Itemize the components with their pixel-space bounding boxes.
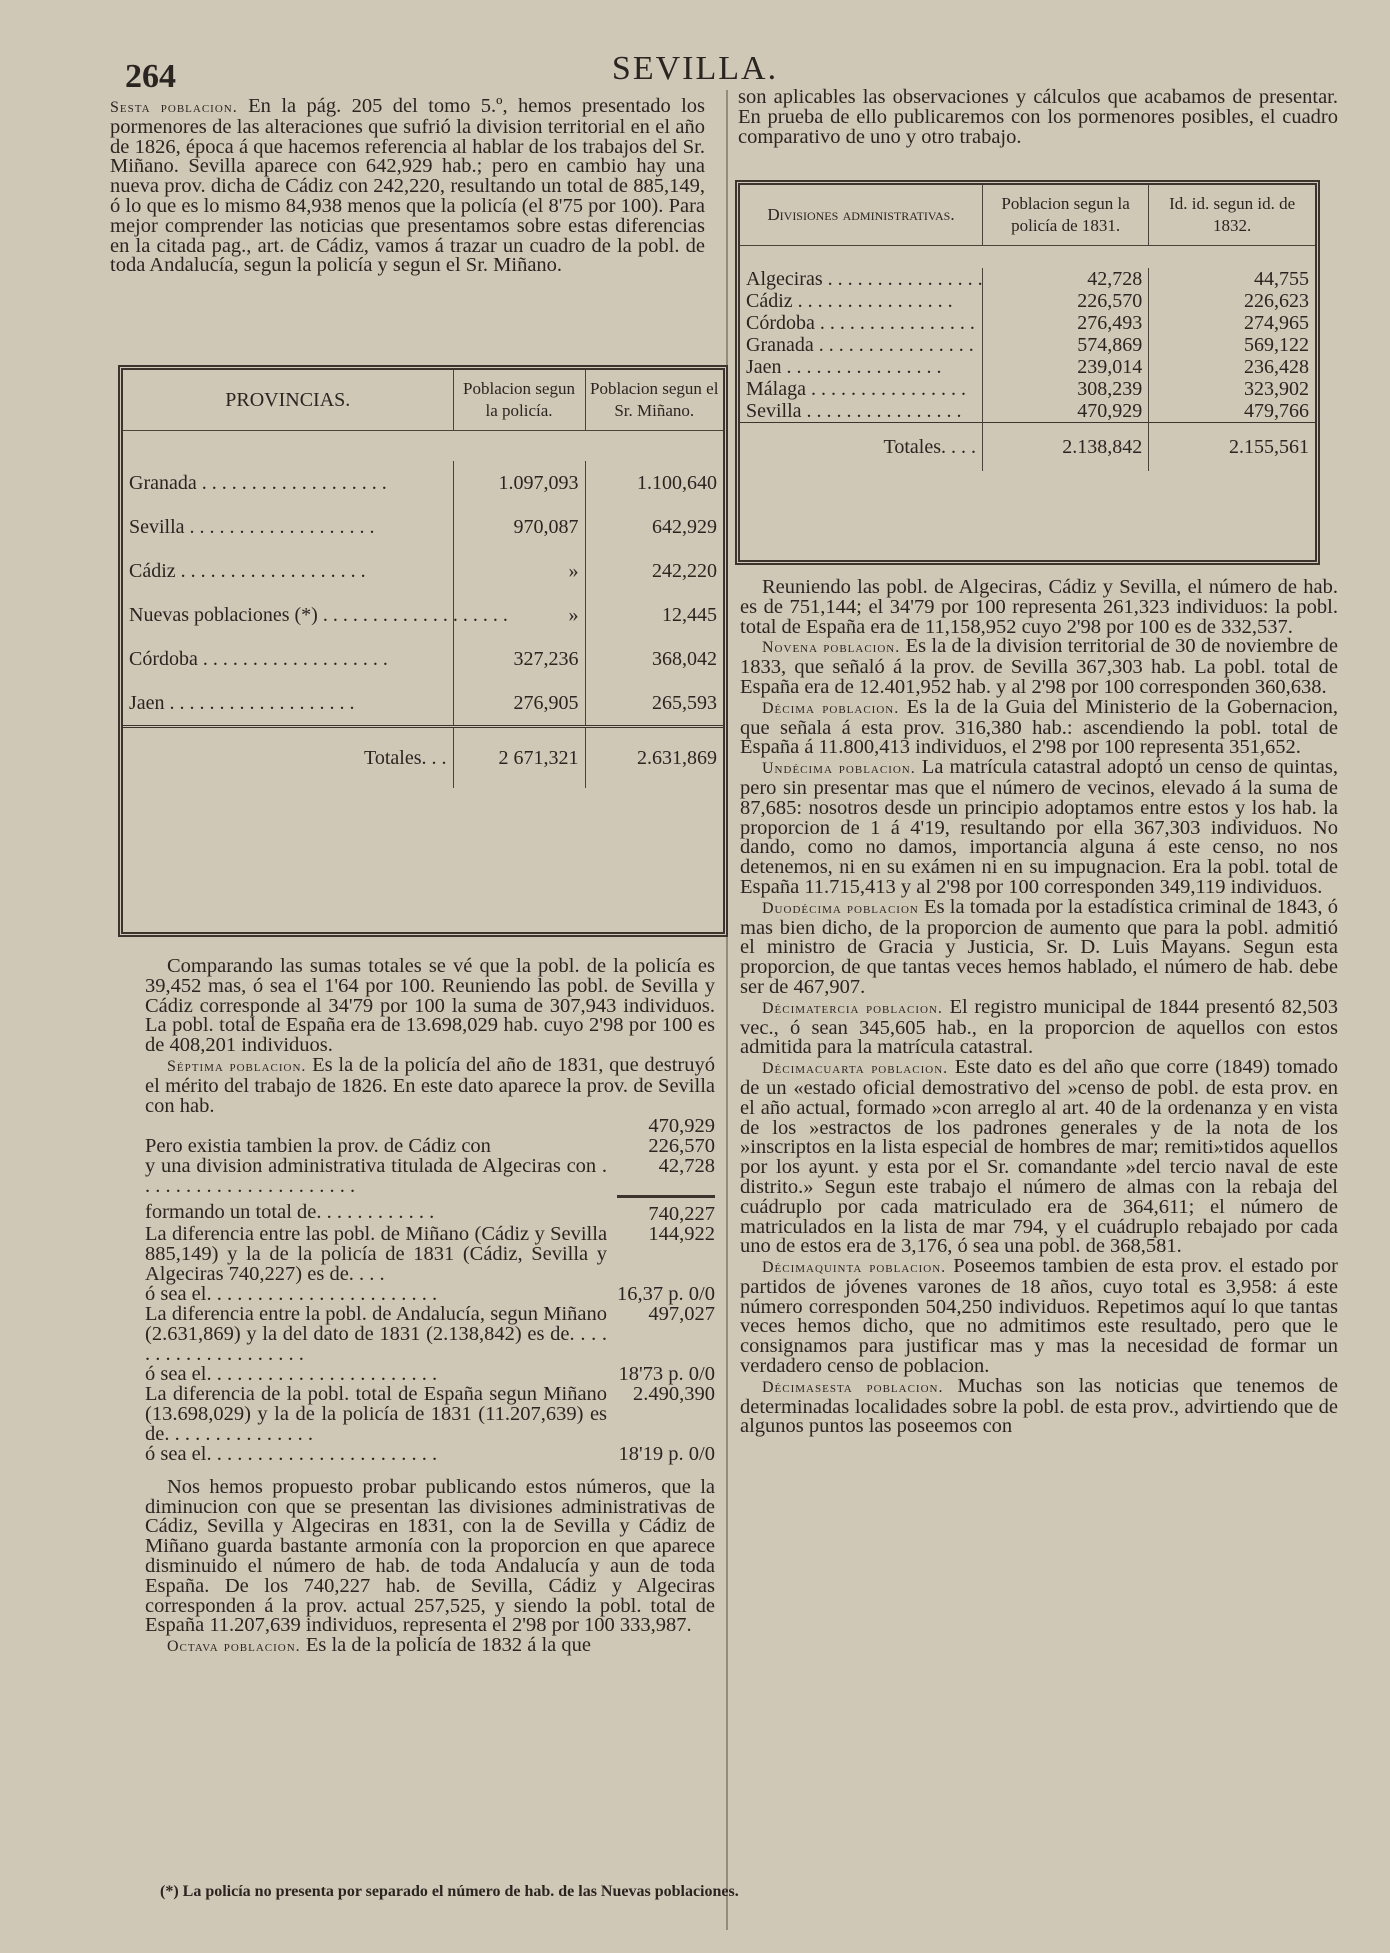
table-row [740, 334, 1315, 356]
ledger-row [145, 1284, 715, 1304]
paragraph-decimasesta [740, 1374, 1338, 1438]
paragraph-sesta [110, 97, 705, 276]
ledger-row [145, 1444, 715, 1464]
totals-label: Totales. . . . [883, 436, 976, 458]
section-lead: Décimacuarta poblacion. [762, 1060, 949, 1078]
paragraph-septima [145, 1053, 715, 1117]
value-policia: 327,236 [453, 637, 585, 681]
section-lead: Duodécima poblacion [762, 899, 919, 917]
ledger-row [145, 1224, 715, 1284]
value-1832: 479,766 [1149, 400, 1315, 423]
section-lead: Sesta poblacion. [110, 99, 238, 116]
difference-ledger [145, 1116, 715, 1464]
right-column-lower [740, 578, 1338, 1437]
ledger-row [145, 1364, 715, 1384]
ledger-row [145, 1156, 715, 1196]
ledger-text [145, 1116, 617, 1136]
col-header-1832: Id. id. segun id. de 1832. [1149, 185, 1315, 246]
section-lead: Décimaquinta poblacion. [762, 1259, 947, 1277]
section-lead: Décima poblacion. [762, 699, 900, 717]
paragraph-decimacuarta [740, 1058, 1338, 1257]
table-row [740, 400, 1315, 423]
table-row [740, 356, 1315, 378]
province-name: Cádiz . . . . . . . . . . . . . . . . . . . [129, 559, 366, 582]
col-header-divisiones: Divisiones administrativas. [767, 205, 955, 224]
paragraph-text: Muchas son las noticias que tenemos de determinadas localidades sobre la pobl. de esta prov., advirtiendo que de algunos puntos las poseemos con [740, 1374, 1338, 1438]
right-column-top [738, 88, 1338, 147]
province-name: Sevilla . . . . . . . . . . . . . . . . . . . [129, 515, 375, 538]
left-column [110, 97, 705, 276]
ledger-value: 18'73 p. 0/0 [618, 1362, 715, 1385]
total-1831: 2.138,842 [983, 423, 1149, 472]
value-minano: 265,593 [585, 681, 723, 727]
value-minano: 12,445 [585, 593, 723, 637]
paragraph-octava [145, 1636, 715, 1657]
andalucia-table [118, 365, 728, 937]
totals-label: Totales. . . [364, 746, 447, 769]
page-number: 264 [125, 58, 176, 95]
value-1832: 236,428 [1149, 356, 1315, 378]
ledger-value: 226,570 [648, 1135, 715, 1158]
col-header-policia: Poblacion segun la policía. [453, 370, 585, 431]
value-1832: 44,755 [1149, 268, 1315, 290]
paragraph-text: El registro municipal de 1844 presentó 82,503 vec., ó sean 345,605 hab., en la proporcion de aquellos con estos admitida para la matrícula catastral. [740, 995, 1339, 1059]
ledger-text: La diferencia entre las pobl. de Miñano (Cádiz y Sevilla 885,149) y la de la policía de 1831 (Cádiz, Sevilla y Algeciras 740,227) es de. . . . [145, 1222, 608, 1285]
table-row [740, 378, 1315, 400]
paragraph-text: Es la tomada por la estadística criminal de 1843, ó mas bien dicho, de la proporcion de aumento que para la pobl. admitió el ministro de Gracia y Justicia, Sr. D. Luis Mayans. Segun esta proporcion, de que tantas veces hemos hablado, el número de hab. debe ser de 467,907. [740, 895, 1339, 998]
province-name: Nuevas poblaciones (*) . . . . . . . . . . . . . . . . . . . [129, 603, 508, 626]
value-1831: 226,570 [983, 290, 1149, 312]
table-row [123, 593, 723, 637]
value-policia: » [453, 549, 585, 593]
ledger-text: La diferencia de la pobl. total de España segun Miñano (13.698,029) y la de la policía de 1831 (11.207,639) es de. . . . . . . . . . . . . . . [145, 1382, 608, 1445]
value-minano: 1.100,640 [585, 461, 723, 505]
paragraph-duodecima [740, 895, 1339, 998]
value-1832: 274,965 [1149, 312, 1315, 334]
province-name: Jaen . . . . . . . . . . . . . . . . . . . [129, 691, 355, 714]
paragraph-text: Este dato es del año que corre (1849) tomado de un «estado oficial demostrativo del »censo de pobl. de esta prov. en el año actual, formado »con arreglo al art. 40 de la ordenanza y en vista de los »estractos de los padrones generales y de la nota de los »inscriptos en la lista especial de hombres de mar; remiti»tidos aquellos por los ayunt. y esta por el Sr. comandante »del tercio naval de este distrito.» Segun este trabajo el número de almas con la rebaja del cuádruplo por cada matriculado era de 364,611; el número de matriculados en la lista de mar 794, y el cuádruplo rebajado por cada uno de estos era de 3,176, ó sea una pobl. de 368,581. [740, 1056, 1338, 1258]
col-header-provincias: PROVINCIAS. [225, 389, 351, 411]
ledger-value: 16,37 p. 0/0 [617, 1282, 715, 1305]
section-lead: Undécima poblacion. [762, 760, 916, 778]
value-minano: 642,929 [585, 505, 723, 549]
footnote: (*) La policía no presenta por separado el número de hab. de las Nuevas poblaciones. [160, 1883, 739, 1900]
value-1831: 42,728 [983, 268, 1149, 290]
paragraph-text: Es la de la policía de 1832 á la que [305, 1634, 592, 1657]
totals-row [740, 423, 1315, 472]
ledger-row [145, 1136, 715, 1156]
division-name: Cádiz . . . . . . . . . . . . . . . . [746, 290, 953, 312]
paragraph-text: Es la de la policía del año de 1831, que destruyó el mérito del trabajo de 1826. En este dato aparece la prov. de Sevilla con hab. [145, 1053, 715, 1117]
ledger-text: ó sea el. . . . . . . . . . . . . . . . . . . . . . . [145, 1282, 438, 1305]
total-minano: 2.631,869 [585, 727, 723, 789]
division-name: Málaga . . . . . . . . . . . . . . . . [746, 378, 966, 400]
table-row [123, 681, 723, 727]
ledger-text: La diferencia entre la pobl. de Andalucía, segun Miñano (2.631,869) y la del dato de 1831 (2.138,842) es de. . . . . . . . . . . . . . . . . . . . [145, 1302, 608, 1365]
ledger-value: 470,929 [648, 1115, 715, 1138]
division-name: Córdoba . . . . . . . . . . . . . . . . [746, 312, 975, 334]
division-name: Granada . . . . . . . . . . . . . . . . [746, 334, 974, 356]
ledger-text: Pero existia tambien la prov. de Cádiz con [145, 1135, 491, 1158]
value-policia: 276,905 [453, 681, 585, 727]
page-title: SEVILLA. [611, 50, 779, 87]
ledger-value: 2.490,390 [633, 1382, 715, 1405]
value-1831: 470,929 [983, 400, 1149, 423]
ledger-row [145, 1116, 715, 1136]
section-lead: Octava poblacion. [167, 1638, 301, 1656]
division-name: Jaen . . . . . . . . . . . . . . . . [746, 356, 942, 378]
left-column-lower [145, 957, 715, 1657]
paragraph-decimatercia [740, 995, 1339, 1059]
ledger-value: 18'19 p. 0/0 [618, 1442, 715, 1465]
province-name: Córdoba . . . . . . . . . . . . . . . . . . . [129, 647, 388, 670]
col-header-1831: Poblacion segun la policía de 1831. [983, 185, 1149, 246]
paragraph-text: Es la de la division territorial de 30 de noviembre de 1833, que señaló á la prov. de Sevilla 367,303 hab. La pobl. total de España era de 12.401,952 hab. y al 2'98 por 100 corresponden 360,638. [740, 635, 1339, 698]
value-1832: 569,122 [1149, 334, 1315, 356]
value-1831: 574,869 [983, 334, 1149, 356]
paragraph-reuniendo: Reuniendo las pobl. de Algeciras, Cádiz y Sevilla, el número de hab. es de 751,144; el 34'79 por 100 representa 261,323 individuos: la pobl. total de España era de 11,158,952 cuyo 2'98 por 100 es de 332,537. [740, 576, 1338, 638]
table-row [740, 268, 1315, 290]
col-header-minano: Poblacion segun el Sr. Miñano. [585, 370, 723, 431]
value-minano: 242,220 [585, 549, 723, 593]
ledger-text: y una division administrativa titulada de Algeciras con . . . . . . . . . . . . . . . . . . . . . . [145, 1155, 608, 1198]
ledger-value: 497,027 [648, 1302, 715, 1325]
paragraph-novena [740, 637, 1338, 697]
ledger-value: 42,728 [658, 1155, 715, 1178]
paragraph-decimaquinta [740, 1257, 1338, 1377]
ledger-row [145, 1384, 715, 1444]
division-name: Algeciras . . . . . . . . . . . . . . . . [746, 268, 983, 290]
value-minano: 368,042 [585, 637, 723, 681]
province-name: Granada . . . . . . . . . . . . . . . . . . . [129, 471, 387, 494]
paragraph-text: Poseemos tambien de esta prov. el estado por partidos de jóvenes varones de 18 años, cuyo total es 3,958: á este número corresponden 504,250 individuos. Repetimos aquí lo que tantas veces hemos dicho, que no admitimos este resultado, pero que le consignamos para justificar mas y mas la necesidad de formar un verdadero censo de poblacion. [740, 1255, 1338, 1378]
ledger-value: 144,922 [648, 1222, 715, 1245]
paragraph-text: Es la de la Guia del Ministerio de la Gobernacion, que señala á esta prov. 316,380 hab.: ascendiendo la pobl. total de España á 11.800,413 individuos, el 2'98 por 100 representa 351,652. [740, 695, 1338, 759]
total-1832: 2.155,561 [1149, 423, 1315, 472]
divisiones-table [735, 180, 1320, 565]
table-row [740, 290, 1315, 312]
value-policia: 1.097,093 [453, 461, 585, 505]
division-name: Sevilla . . . . . . . . . . . . . . . . [746, 400, 962, 422]
ledger-text: formando un total de. . . . . . . . . . . . [145, 1201, 435, 1224]
section-lead: Décimatercia poblacion. [762, 999, 943, 1017]
table-row [740, 312, 1315, 334]
table-row [123, 505, 723, 549]
ledger-value: 740,227 [617, 1196, 715, 1224]
table-row [123, 461, 723, 505]
ledger-row [145, 1304, 715, 1364]
table-row [123, 637, 723, 681]
ledger-row [145, 1196, 715, 1224]
value-1831: 239,014 [983, 356, 1149, 378]
paragraph-undecima [740, 758, 1338, 898]
value-policia: 970,087 [453, 505, 585, 549]
section-lead: Décimasesta poblacion. [762, 1378, 944, 1396]
paragraph-nos-hemos: Nos hemos propuesto probar publicando estos números, que la diminucion con que se presentan las divisiones administrativas de Cádiz, Sevilla y Algeciras en 1831, con la de Sevilla y Cádiz de Miñano guarda bastante armonía con la proporcion en que aparece disminuido el número de hab. de toda Andalucía y aun de toda España. De los 740,227 hab. de Sevilla, Cádiz y Algeciras corresponden á la prov. actual 257,525, y siendo la pobl. total de España 11.207,639 individuos, representa el 2'98 por 100 333,987. [145, 1475, 715, 1637]
ledger-text: ó sea el. . . . . . . . . . . . . . . . . . . . . . . [145, 1362, 438, 1385]
totals-row [123, 727, 723, 789]
section-lead: Novena poblacion. [762, 639, 901, 657]
value-1832: 323,902 [1149, 378, 1315, 400]
value-1831: 276,493 [983, 312, 1149, 334]
table-row [123, 549, 723, 593]
paragraph-comparando: Comparando las sumas totales se vé que la pobl. de la policía es 39,452 mas, ó sea el 1'64 por 100. Reuniendo las pobl. de Sevilla y Cádiz corresponde al 34'79 por 100 la suma de 307,943 individuos. La pobl. total de España era de 13.698,029 hab. cuyo 2'98 por 100 es de 408,201 individuos. [145, 955, 715, 1057]
paragraph-text: La matrícula catastral adoptó un censo de quintas, pero sin presentar mas que el número de vecinos, elevado á la suma de 87,685: nosotros desde un principio adoptamos entre estos y los hab. la proporcion de 1 á 4'19, resultando por ella 367,303 individuos. No dando, como no damos, importancia alguna á este censo, no nos detenemos, ni en su exámen ni en su impugnacion. Era la pobl. total de España 11.715,413 y al 2'98 por 100 corresponden 349,119 individuos. [740, 756, 1339, 898]
section-lead: Séptima poblacion. [167, 1057, 307, 1075]
value-1832: 226,623 [1149, 290, 1315, 312]
total-policia: 2 671,321 [453, 727, 585, 789]
ledger-text: ó sea el. . . . . . . . . . . . . . . . . . . . . . . [145, 1442, 438, 1465]
value-1831: 308,239 [983, 378, 1149, 400]
value-policia: » [453, 593, 585, 637]
paragraph-text: En la pág. 205 del tomo 5.º, hemos presentado los pormenores de las alteraciones que sufrió la division territorial en el año de 1826, época á que hacemos referencia al hablar de los trabajos del Sr. Miñano. Sevilla aparece con 642,929 hab.; pero en cambio hay una nueva prov. dicha de Cádiz con 242,220, resultando un total de 885,149, ó lo que es lo mismo 84,938 menos que la policía (el 8'75 por 100). Para mejor comprender las noticias que presentamos sobre estas diferencias en la citada pag., art. de Cádiz, vamos á trazar un cuadro de la pobl. de toda Andalucía, segun la policía y segun el Sr. Miñano. [110, 95, 706, 277]
paragraph-son-aplicables: son aplicables las observaciones y cálculos que acabamos de presentar. En prueba de ello publicaremos con los pormenores posibles, el cuadro comparativo de uno y otro trabajo. [738, 86, 1338, 148]
paragraph-decima [740, 695, 1338, 759]
